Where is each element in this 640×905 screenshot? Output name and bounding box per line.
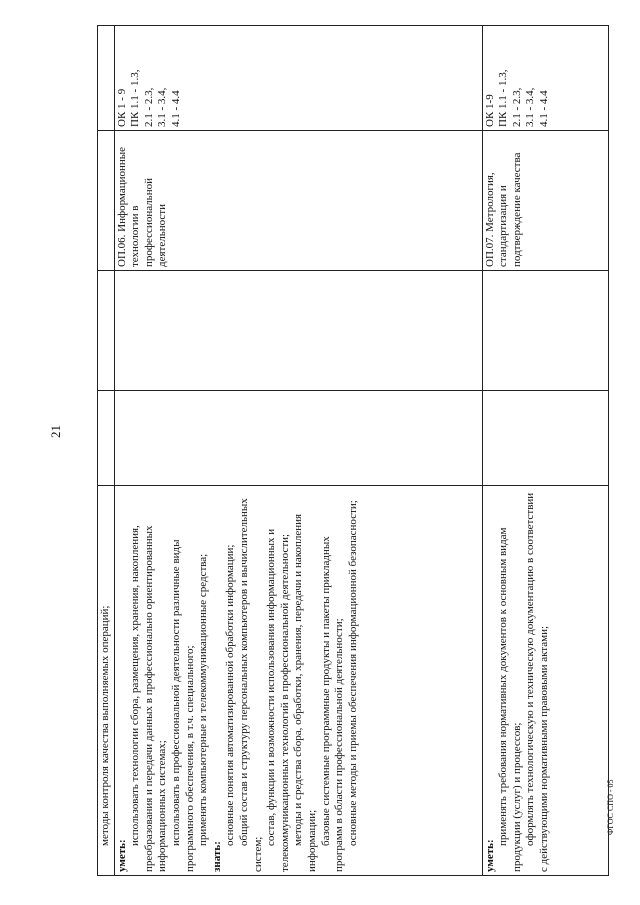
umet-label: уметь:	[483, 839, 496, 872]
discipline-cell: ОП.06. Информационные технологии в профессиональной деятельности	[114, 131, 482, 271]
competency-table	[97, 25, 609, 876]
competency-cell: ОК 1-9 ПК 1.1 - 1.3, 2.1 - 2.3, 3.1 - 3.4, 4.1 - 4.4	[482, 26, 608, 131]
znat-label: знать:	[210, 841, 223, 872]
empty-cell	[114, 391, 482, 486]
discipline-cell: ОП.07. Метрология, стандартизация и подтверждение качества	[482, 131, 608, 271]
list-item: применять компьютерные и телекоммуникационные средства;	[197, 553, 210, 846]
table-row	[114, 26, 482, 876]
empty-cell	[114, 271, 482, 391]
continuation-row	[98, 26, 115, 876]
requirements-cell	[482, 486, 608, 876]
list-item: использовать в профессиональной деятельности различные виды программного обеспечения, в т.ч. специального;	[169, 539, 196, 872]
list-item: базовые системные программные продукты и пакеты прикладных программ в области профессиональной деятельности;	[319, 536, 346, 872]
rotated-table-container	[97, 26, 607, 876]
requirements-cell	[114, 486, 482, 876]
continuation-cell	[98, 486, 115, 876]
list-item: основные методы и приемы обеспечения информационной безопасности;	[346, 500, 359, 846]
continuation-text: методы контроля качества выполняемых операций;	[99, 605, 111, 846]
footer-code: ФГОС СПО - 05	[606, 779, 615, 835]
list-item: основные понятия автоматизированной обработки информации;	[224, 544, 237, 846]
umet-label: уметь:	[115, 839, 128, 872]
list-item: общий состав и структуру персональных компьютеров и вычислительных систем;	[237, 498, 264, 872]
list-item: оформлять технологическую и техническую документацию в соответствии с действующими нормативными правовыми актами;	[524, 492, 550, 872]
list-item: использовать технологии сбора, размещения, хранения, накопления, преобразования и передачи данных в профессионально ориентированных информационных системах;	[129, 525, 169, 872]
table-row	[482, 26, 608, 876]
list-item: состав, функции и возможности использования информационных и телекоммуникационных технологий в профессиональной деятельности;	[265, 528, 291, 872]
empty-cell	[482, 271, 608, 391]
empty-cell	[482, 391, 608, 486]
list-item: применять требования нормативных документов к основным видам продукции (услуг) и процессов;	[497, 527, 523, 872]
competency-cell: ОК 1 - 9 ПК 1.1 - 1.3, 2.1 - 2.3, 3.1 - 3.4, 4.1 - 4.4	[114, 26, 482, 131]
page-number: 21	[48, 425, 63, 438]
list-item: методы и средства сбора, обработки, хранения, передачи и накопления информации;	[292, 513, 318, 872]
